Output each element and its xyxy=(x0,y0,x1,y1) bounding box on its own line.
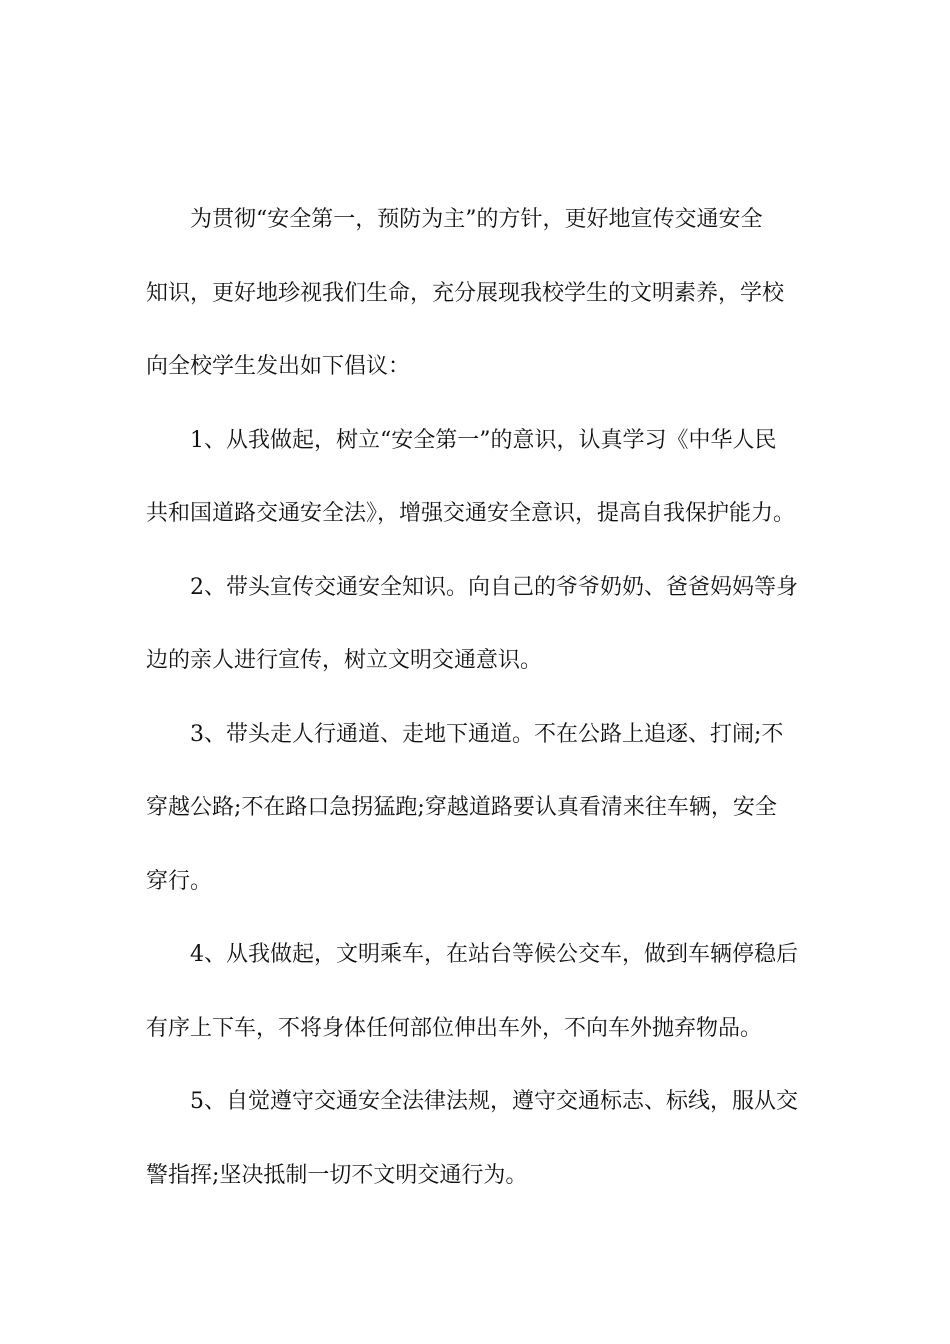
item-2-line-2: 边的亲人进行宣传，树立文明交通意识。 xyxy=(146,648,543,673)
item-4-line-2: 有序上下车，不将身体任何部位伸出车外，不向车外抛弃物品。 xyxy=(146,1015,763,1041)
item-3-line-1: 3、带头走人行通道、走地下通道。不在公路上追逐、打闹;不 xyxy=(190,721,784,747)
item-5-line-1: 5、自觉遵守交通安全法律法规，遵守交通标志、标线，服从交 xyxy=(190,1089,798,1114)
item-1-line-1: 1、从我做起，树立“安全第一”的意识，认真学习《中华人民 xyxy=(190,427,777,453)
item-1-line-2: 共和国道路交通安全法》，增强交通安全意识，提高自我保护能力。 xyxy=(146,501,796,526)
item-3-line-3: 穿行。 xyxy=(146,868,213,894)
intro-line-1: 为贯彻“安全第一，预防为主”的方针，更好地宣传交通安全 xyxy=(190,207,763,232)
document-body xyxy=(146,204,806,1233)
intro-line-3: 向全校学生发出如下倡议： xyxy=(146,354,411,379)
intro-line-2: 知识，更好地珍视我们生命，充分展现我校学生的文明素养，学校 xyxy=(146,280,785,306)
item-4-line-1: 4、从我做起，文明乘车，在站台等候公交车，做到车辆停稳后 xyxy=(190,942,798,967)
item-2-line-1: 2、带头宣传交通安全知识。向自己的爷爷奶奶、爸爸妈妈等身 xyxy=(190,574,798,600)
item-3-line-2: 穿越公路;不在路口急拐猛跑;穿越道路要认真看清来往车辆，安全 xyxy=(146,795,777,820)
item-5-line-2: 警指挥;坚决抵制一切不文明交通行为。 xyxy=(146,1162,528,1188)
